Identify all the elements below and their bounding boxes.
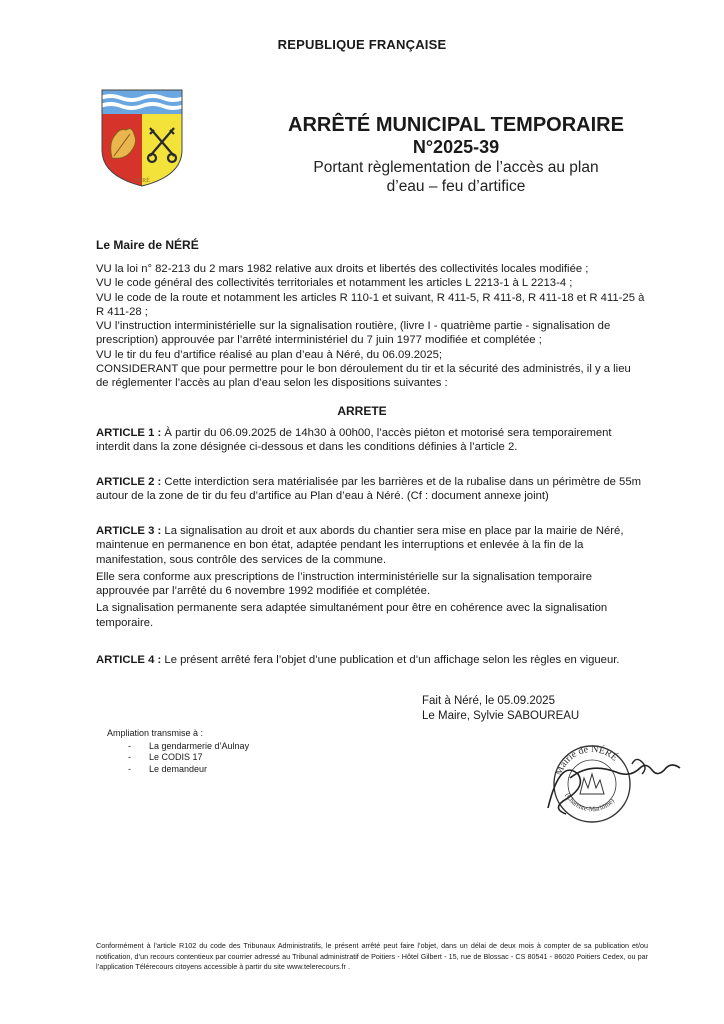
vu-item: VU le code de la route et notamment les articles R 110-1 et suivant, R 411-5, R 411-8, R 411-18 et R 411-25 à R 411-28 ; xyxy=(96,291,645,318)
maire-heading: Le Maire de NÉRÉ xyxy=(96,238,199,252)
fait-a-line: Fait à Néré, le 05.09.2025 xyxy=(422,695,555,707)
vu-item: VU le code général des collectivités territoriales et notamment les articles L 2213-1 à L 2213-4 ; xyxy=(96,277,573,290)
crest-motto: NÉRÉ xyxy=(134,178,150,184)
arrete-heading: ARRETE xyxy=(337,404,387,418)
article-3 xyxy=(96,524,646,633)
article-4-label: ARTICLE 4 : xyxy=(96,654,162,666)
coat-of-arms-icon xyxy=(100,88,184,188)
subtitle-line-1: Portant règlementation de l’accès au plan xyxy=(313,159,599,176)
considerant-item: CONSIDERANT que pour permettre pour le bon déroulement du tir et la sécurité des administrés, il y a lieu de réglementer l’accès au plan d’eau selon les dispositions suivantes : xyxy=(96,363,631,390)
ampliation-item: - Le demandeur xyxy=(128,763,208,774)
article-3-para-3: La signalisation permanente sera adaptée simultanément pour être en cohérence avec la signalisation temporaire. xyxy=(96,602,608,629)
stamp-bottom-text: (Charente-Maritime) xyxy=(563,791,616,814)
vu-item: VU le tir du feu d’artifice réalisé au plan d’eau à Néré, du 06.09.2025; xyxy=(96,348,443,361)
ampliation-list xyxy=(107,741,249,776)
article-4 xyxy=(96,653,646,667)
article-1 xyxy=(96,426,646,455)
mayor-stamp-and-signature xyxy=(520,738,690,828)
article-3-label: ARTICLE 3 : xyxy=(96,525,162,537)
stamp-top-text: Mairie de NÉRÉ xyxy=(553,743,620,778)
vu-item: VU l’instruction interministérielle sur la signalisation routière, (livre I - quatrième partie - signalisation de prescription) approuvée par l’arrêté interministériel du 7 juin 1977 modifiée et complétée ; xyxy=(96,320,611,347)
article-2 xyxy=(96,475,646,504)
document-title: ARRÊTÉ MUNICIPAL TEMPORAIRE xyxy=(288,114,624,136)
article-1-text: À partir du 06.09.2025 de 14h30 à 00h00, l’accès piéton et motorisé sera temporairement interdit dans la zone désignée ci-dessous et dans les conditions définies à l’article 2. xyxy=(96,427,612,454)
ampliation-block xyxy=(107,728,249,775)
document-number: N°2025-39 xyxy=(412,137,500,157)
article-4-text: Le présent arrêté fera l’objet d’une publication et d’un affichage selon les règles en vigueur. xyxy=(164,654,620,666)
article-3-para-1 xyxy=(96,524,646,567)
ampliation-title: Ampliation transmise à : xyxy=(107,728,204,738)
vu-item: VU la loi n° 82-213 du 2 mars 1982 relative aux droits et libertés des collectivités locales modifiée ; xyxy=(96,263,589,275)
article-2-text: Cette interdiction sera matérialisée par les barrières et de la rubalise dans un périmètre de 55m autour de la zone de tir du feu d’artifice au Plan d’eau à Néré. (Cf : document annexe joint) xyxy=(96,476,642,503)
republique-heading: REPUBLIQUE FRANÇAISE xyxy=(277,37,447,52)
ampliation-item: - La gendarmerie d’Aulnay xyxy=(128,740,250,751)
legal-recourse-footer: Conformément à l’article R102 du code des Tribunaux Administratifs, le présent arrêté peut faire l’objet, dans un délai de deux mois à compter de sa publication et/ou notification, d’un recours contentieux par courrier adressé au Tribunal administratif de Poitiers - Hôtel Gilbert - 15, rue de Blossac - CS 80541 - 86020 Poitiers Cedex, ou par l’application Télérecours citoyens accessible à partir du site www.telerecours.fr . xyxy=(96,941,648,971)
ampliation-item: - Le CODIS 17 xyxy=(128,752,203,762)
vu-section xyxy=(96,262,646,391)
maire-signatory: Le Maire, Sylvie SABOUREAU xyxy=(422,709,580,722)
article-3-text: La signalisation au droit et aux abords du chantier sera mise en place par la mairie de Néré, maintenue en permanence en bon état, adaptée pendant les interruptions et enlevée à la fin de la manifestation, sous contrôle des services de la commune. xyxy=(96,525,624,566)
article-3-para-2: Elle sera conforme aux prescriptions de l’instruction interministérielle sur la signalisation temporaire approuvée par l’arrêté du 6 novembre 1992 modifiée et complétée. xyxy=(96,570,593,598)
article-2-label: ARTICLE 2 : xyxy=(96,476,162,488)
document-subtitle xyxy=(256,158,656,196)
article-1-label: ARTICLE 1 : xyxy=(96,427,162,439)
signature-block xyxy=(422,694,579,723)
subtitle-line-2: d’eau – feu d’artifice xyxy=(386,178,526,195)
